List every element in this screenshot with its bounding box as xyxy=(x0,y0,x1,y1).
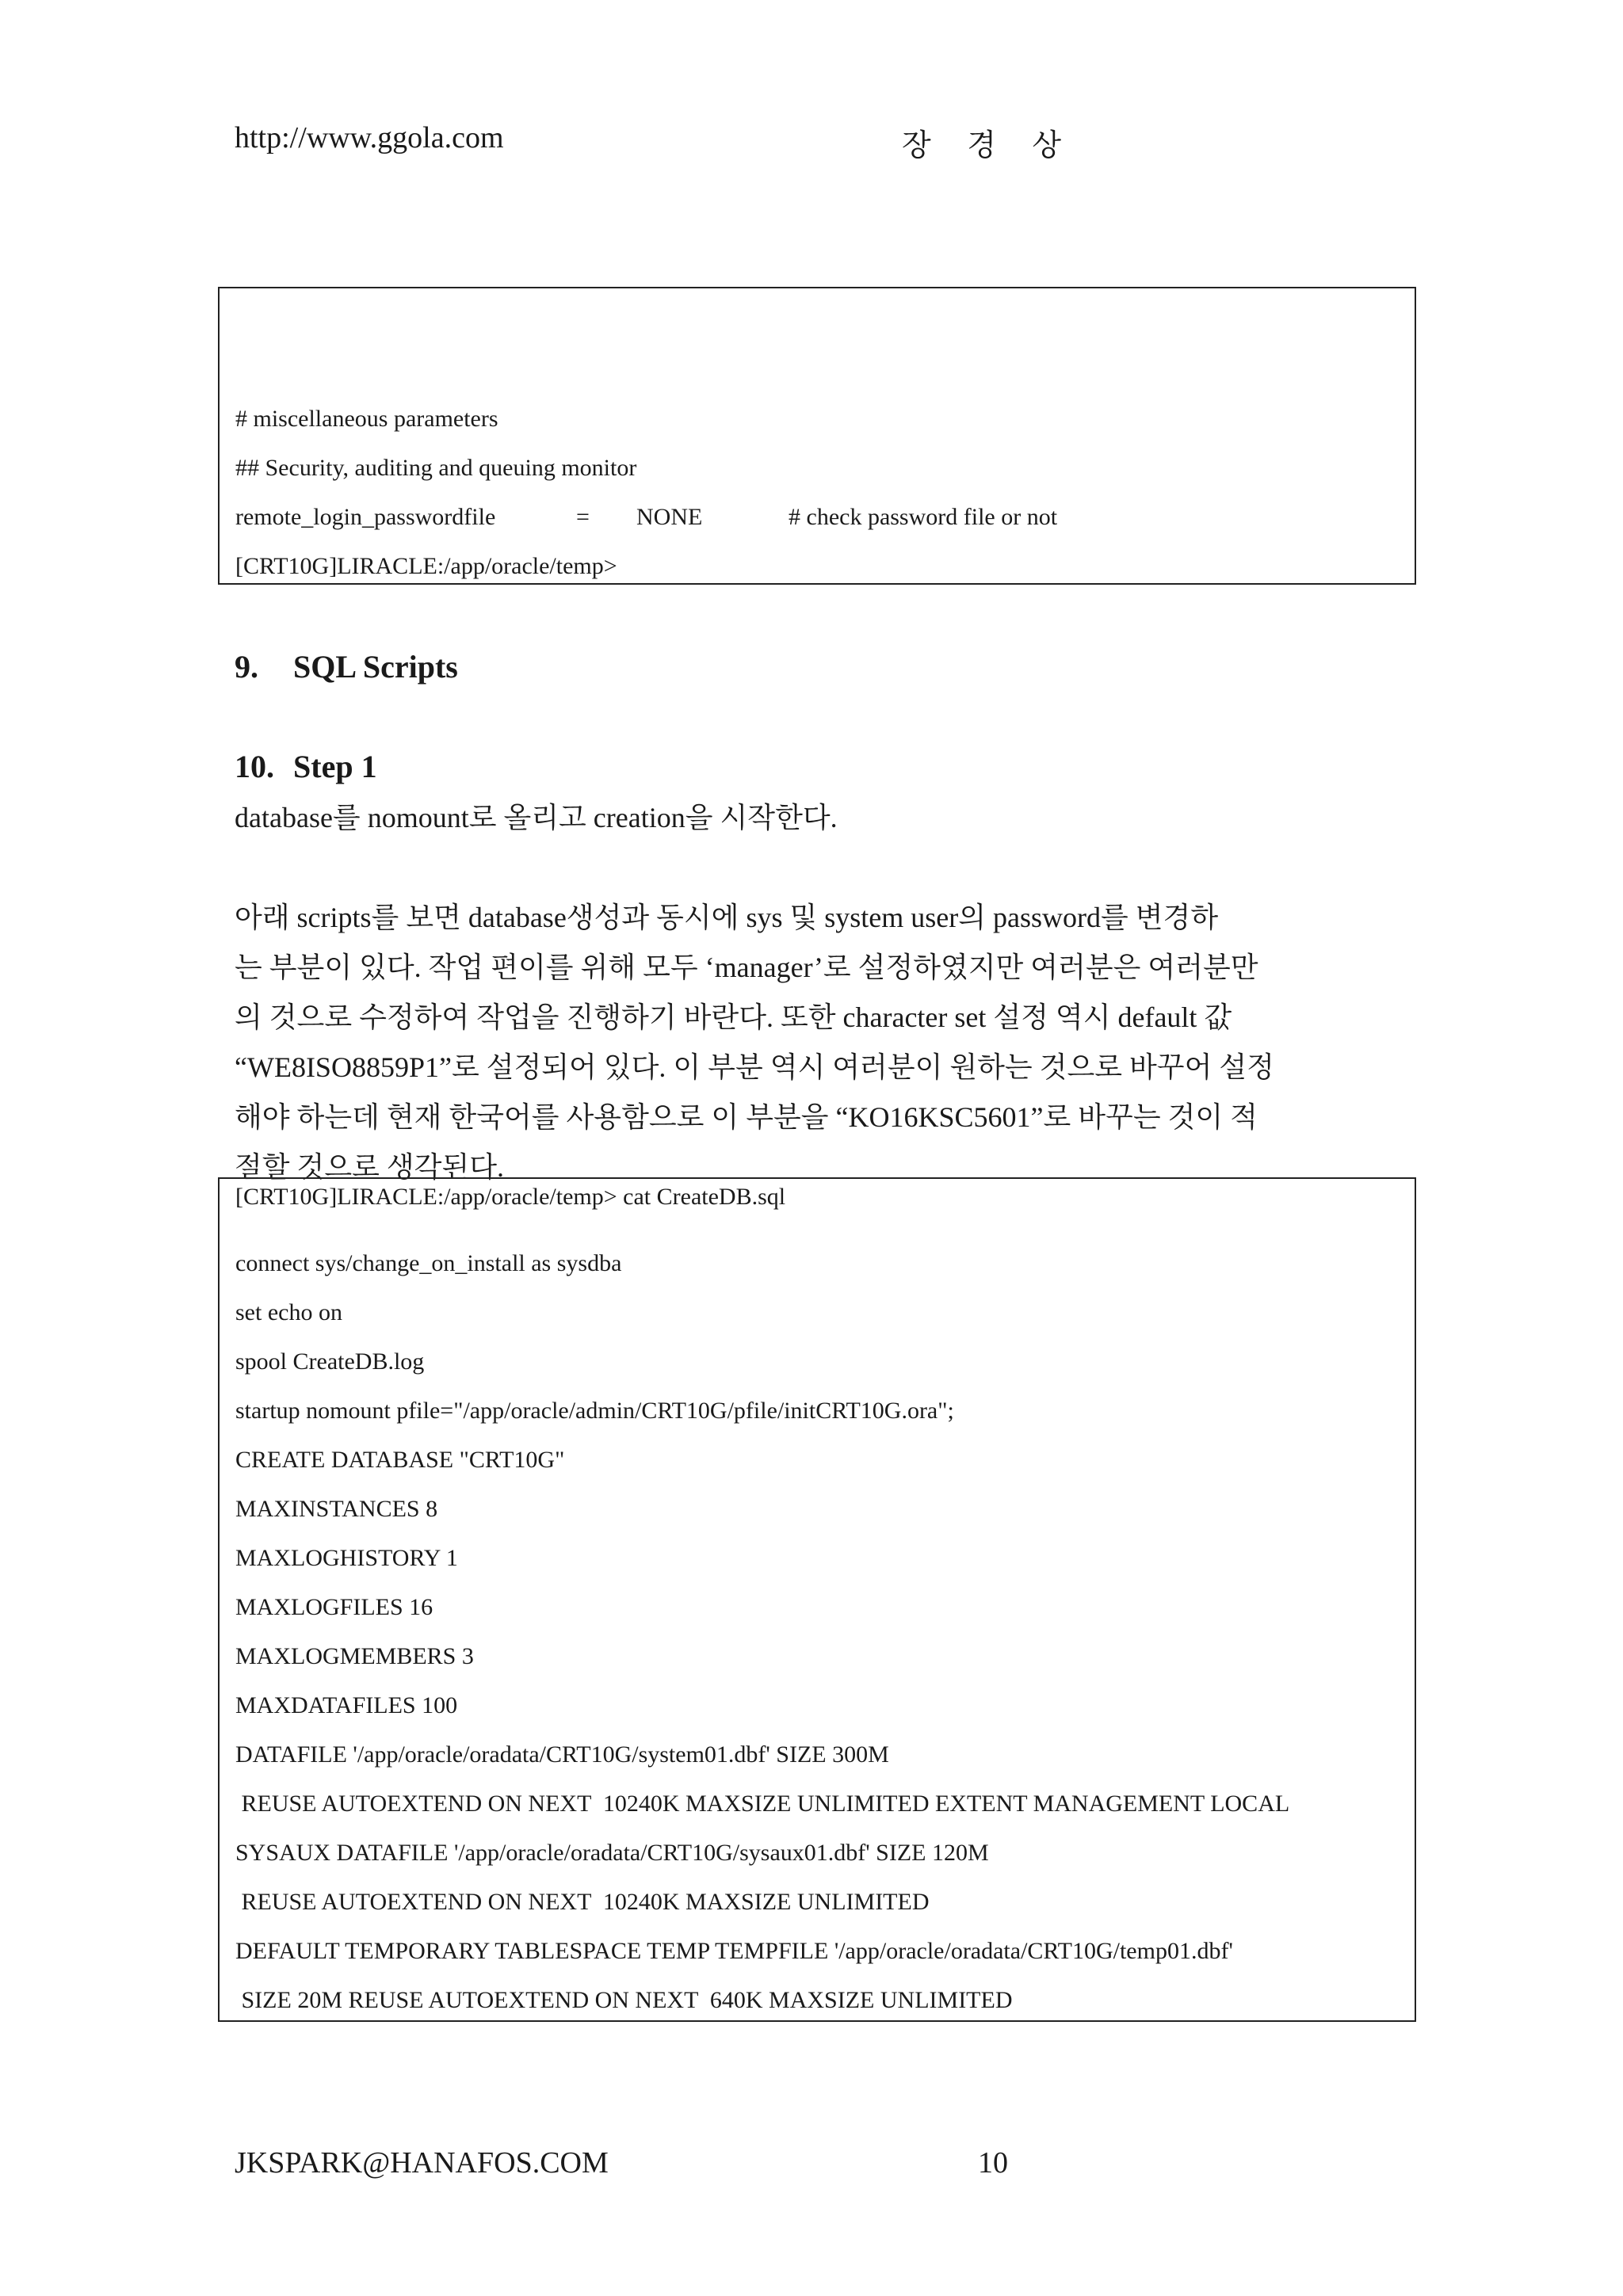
code-line: [CRT10G]LIRACLE:/app/oracle/temp> xyxy=(235,553,617,579)
paragraph-line: 의 것으로 수정하여 작업을 진행하기 바란다. 또한 character set 설정 역시 default 값 xyxy=(235,1001,1232,1033)
code-line: MAXDATAFILES 100 xyxy=(235,1692,458,1718)
code-line: set echo on xyxy=(235,1299,342,1325)
paragraph-line: 절할 것으로 생각된다. xyxy=(235,1151,504,1183)
header-author: 장 경 상 xyxy=(902,129,1076,162)
code-line: REUSE AUTOEXTEND ON NEXT 10240K MAXSIZE UNLIMITED xyxy=(235,1889,930,1915)
code-box-parameters xyxy=(218,287,1416,585)
param-value: NONE xyxy=(636,504,703,530)
footer-email: JKSPARK@HANAFOS.COM xyxy=(235,2146,609,2180)
paragraph-line: 는 부분이 있다. 작업 편이를 위해 모두 ‘manager’로 설정하였지만 여러분은 여러분만 xyxy=(235,952,1258,983)
code-line: REUSE AUTOEXTEND ON NEXT 10240K MAXSIZE UNLIMITED EXTENT MANAGEMENT LOCAL xyxy=(235,1791,1290,1817)
code-line: connect sys/change_on_install as sysdba xyxy=(235,1250,622,1276)
code-line: DEFAULT TEMPORARY TABLESPACE TEMP TEMPFILE '/app/oracle/oradata/CRT10G/temp01.dbf' xyxy=(235,1938,1233,1964)
param-eq: = xyxy=(576,504,590,530)
section-title: Step 1 xyxy=(293,749,377,784)
section-title: SQL Scripts xyxy=(293,649,458,685)
code-line: SIZE 20M REUSE AUTOEXTEND ON NEXT 640K MAXSIZE UNLIMITED xyxy=(235,1987,1013,2013)
header-url: http://www.ggola.com xyxy=(235,121,504,154)
code-line: DATAFILE '/app/oracle/oradata/CRT10G/system01.dbf' SIZE 300M xyxy=(235,1741,889,1768)
code-line: MAXLOGFILES 16 xyxy=(235,1594,433,1620)
code-line: spool CreateDB.log xyxy=(235,1348,425,1375)
code-line: SYSAUX DATAFILE '/app/oracle/oradata/CRT10G/sysaux01.dbf' SIZE 120M xyxy=(235,1840,989,1866)
paragraph-line: 아래 scripts를 보면 database생성과 동시에 sys 및 system user의 password를 변경하 xyxy=(235,902,1219,933)
code-line: MAXLOGMEMBERS 3 xyxy=(235,1643,474,1669)
section-number: 9. xyxy=(235,649,258,685)
code-line: MAXINSTANCES 8 xyxy=(235,1496,438,1522)
section-heading-9 xyxy=(235,648,458,685)
code-box-createdb xyxy=(218,1177,1416,2022)
code-line: ## Security, auditing and queuing monitor xyxy=(235,455,637,481)
paragraph-intro: database를 nomount로 올리고 creation을 시작한다. xyxy=(235,802,838,833)
code-line: startup nomount pfile="/app/oracle/admin/CRT10G/pfile/initCRT10G.ora"; xyxy=(235,1398,954,1424)
paragraph-line: “WE8ISO8859P1”로 설정되어 있다. 이 부분 역시 여러분이 원하는 것으로 바꾸어 설정 xyxy=(235,1051,1274,1083)
code-line: CREATE DATABASE "CRT10G" xyxy=(235,1447,565,1473)
code-line-param-row xyxy=(235,504,1384,536)
section-heading-10 xyxy=(235,748,377,785)
paragraph-line: 해야 하는데 현재 한국어를 사용함으로 이 부분을 “KO16KSC5601”로 바꾸는 것이 적 xyxy=(235,1101,1258,1133)
section-number: 10. xyxy=(235,749,274,784)
code-line: # miscellaneous parameters xyxy=(235,406,498,432)
param-comment: # check password file or not xyxy=(789,504,1058,530)
param-name: remote_login_passwordfile xyxy=(235,504,496,530)
footer-page-number: 10 xyxy=(978,2146,1008,2180)
code-line: [CRT10G]LIRACLE:/app/oracle/temp> cat CreateDB.sql xyxy=(235,1184,786,1210)
code-line: MAXLOGHISTORY 1 xyxy=(235,1545,458,1571)
